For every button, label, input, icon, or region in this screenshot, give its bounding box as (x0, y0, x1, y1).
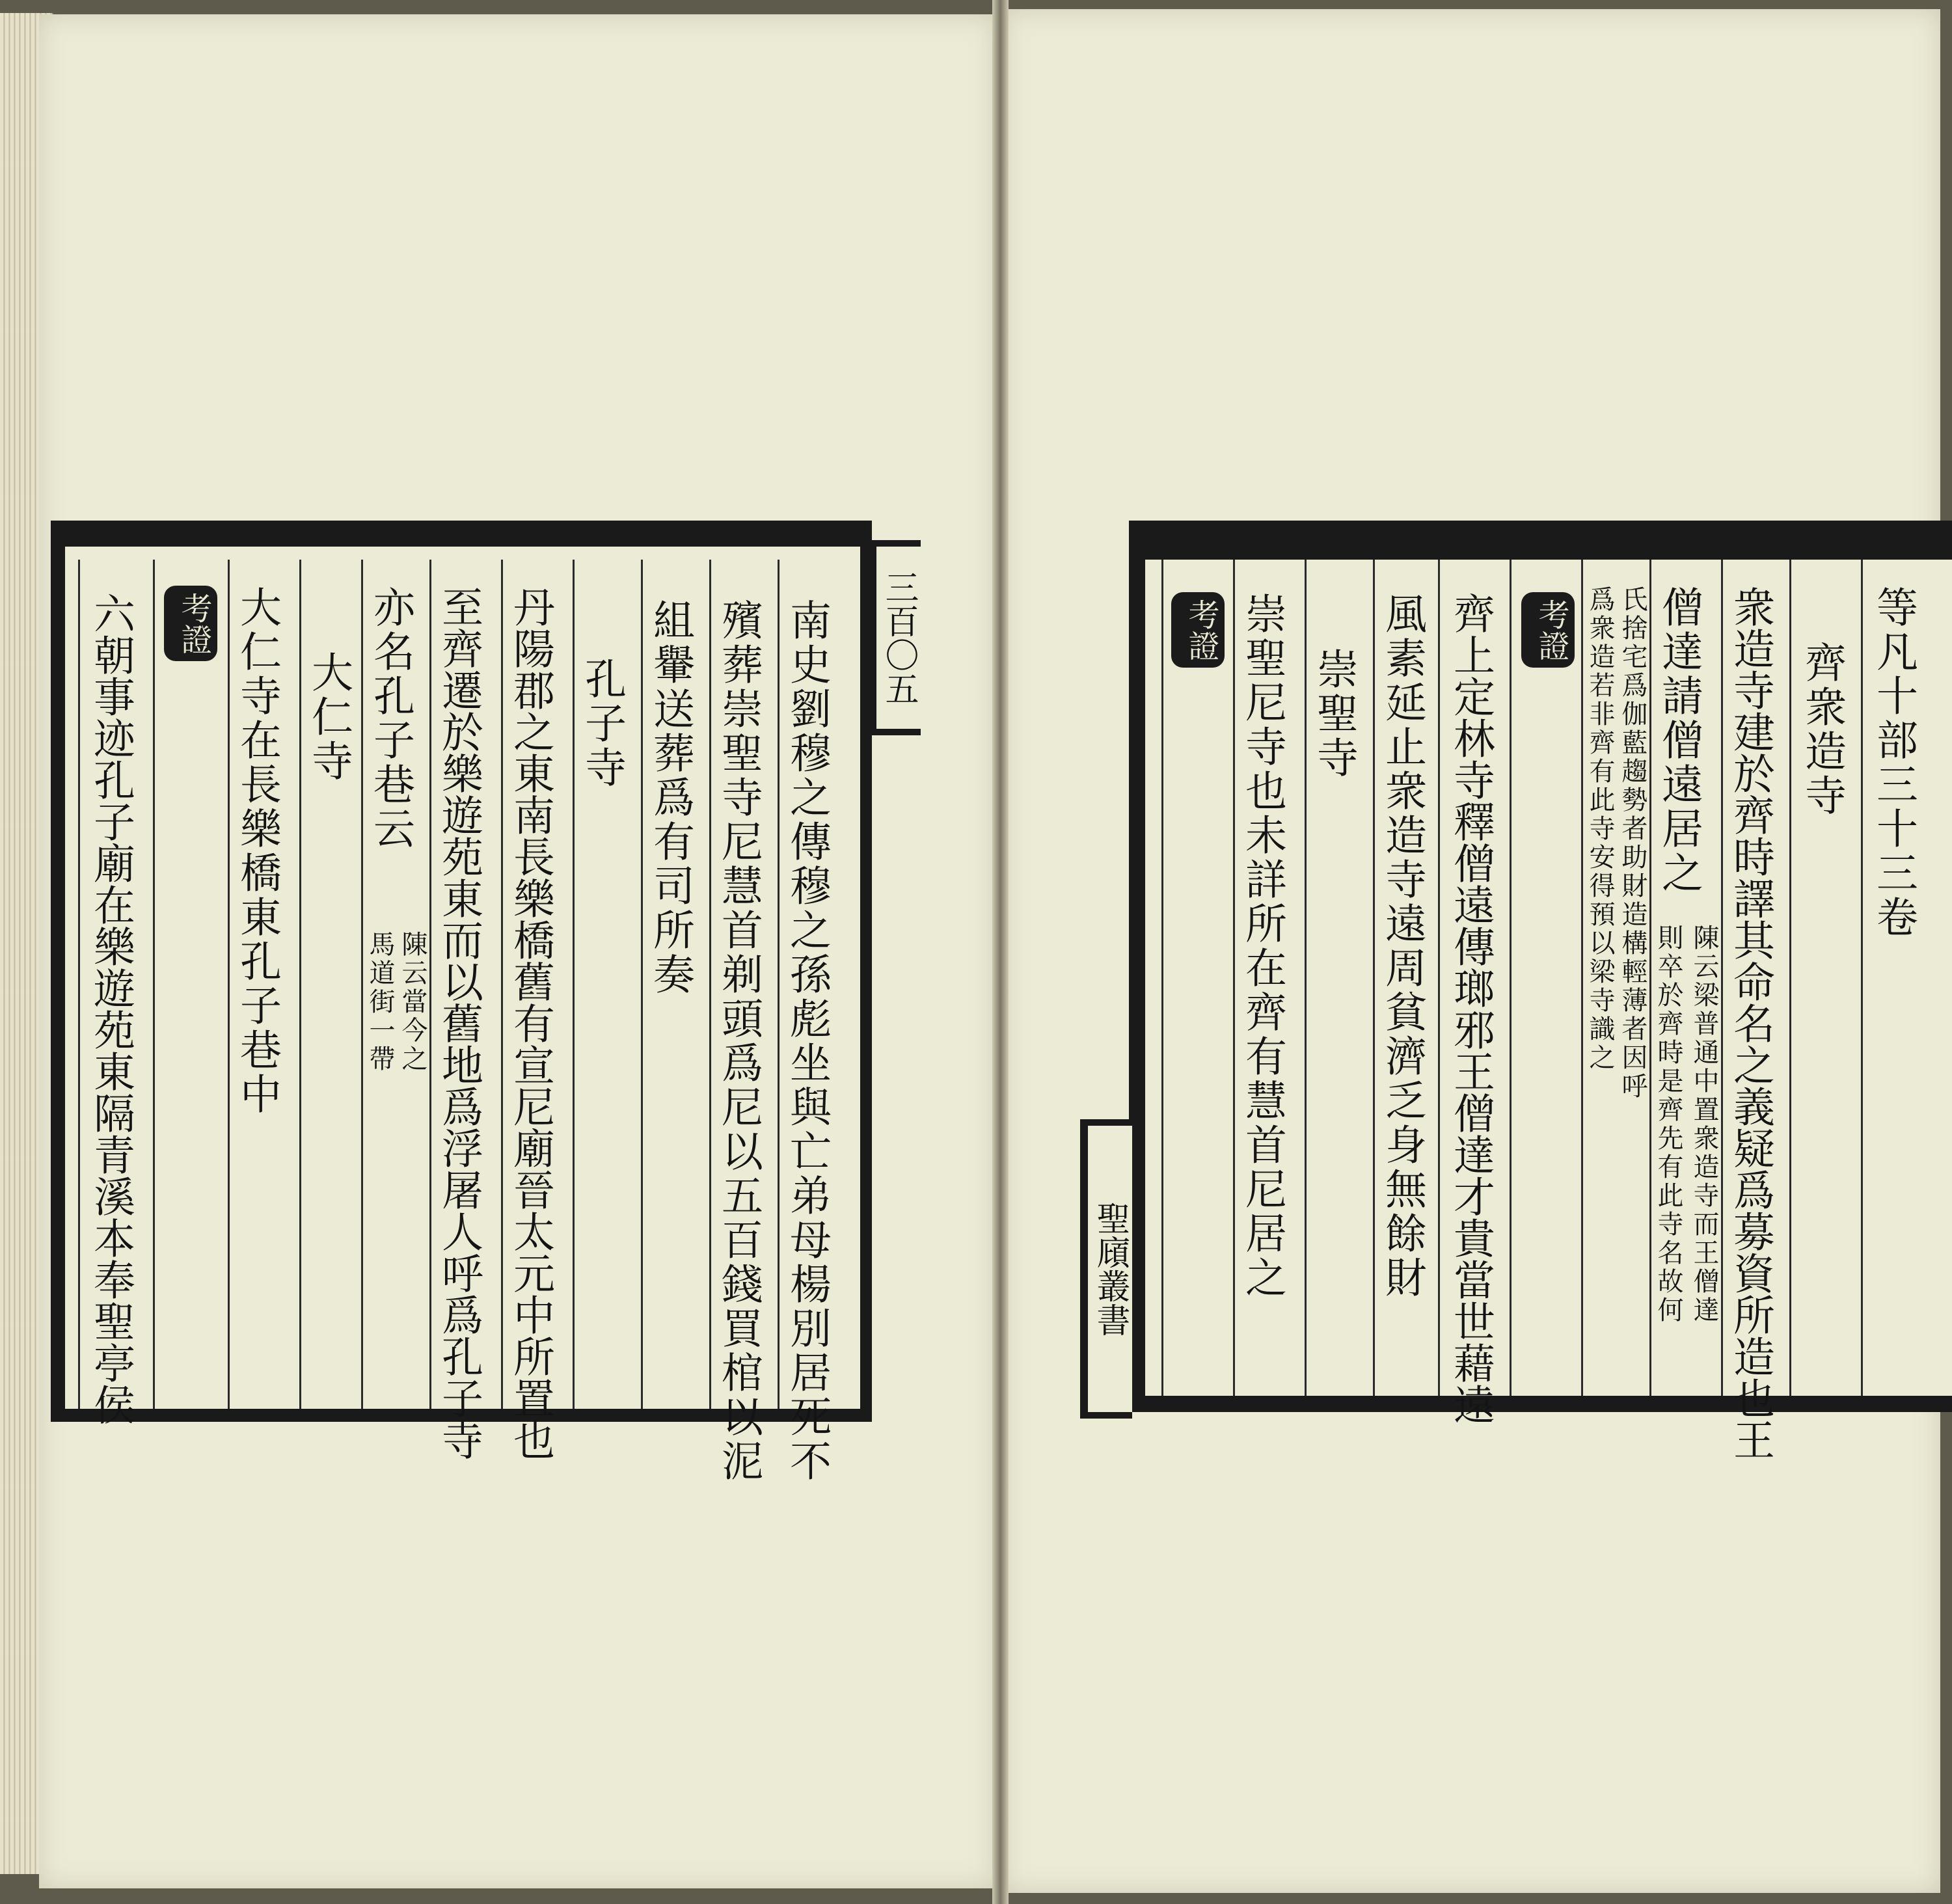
left-frame-topbar-gap (65, 547, 860, 560)
text-column: 組轝送葬爲有司所奏 (646, 599, 694, 997)
text-column: 亦名孔子巷云 (366, 586, 414, 851)
column-rule (1581, 560, 1583, 1396)
text-column: 風素延止衆造寺遠周貧濟乏身無餘財 (1378, 592, 1426, 1300)
text-column: 衆造寺建於齊時譯其命名之義疑爲募資所造也王 (1726, 586, 1774, 1460)
text-column: 丹陽郡之東南長樂橋舊有宣尼廟晉太元中所置也 (506, 586, 554, 1460)
column-rule (361, 560, 363, 1409)
text-column: 齊上定林寺釋僧遠傳瑯邪王僧達才貴當世藉遠 (1446, 592, 1495, 1425)
section-heading: 大仁寺 (305, 651, 353, 783)
kaozheng-badge: 考證 (1521, 592, 1575, 668)
column-rule (709, 560, 711, 1409)
column-rule (1373, 560, 1375, 1396)
annotation-column: 爲衆造若非齊有此寺安得預以梁寺識之 (1585, 586, 1615, 1072)
annotation-column: 陳云當今之 (398, 931, 427, 1074)
series-title-label: 聖廎叢書 (1088, 1126, 1132, 1412)
column-rule (78, 560, 80, 1409)
text-column: 崇聖尼寺也未詳所在齊有慧首尼居之 (1238, 592, 1286, 1300)
text-column: 大仁寺在長樂橋東孔子巷中 (233, 586, 281, 1117)
column-rule (573, 560, 575, 1409)
text-column: 等凡十部三十三卷 (1869, 586, 1918, 940)
annotation-column: 則卒於齊時是齊先有此寺名故何 (1653, 924, 1683, 1325)
column-rule (1438, 560, 1440, 1396)
annotation-column: 氏捨宅爲伽藍趨勢者助財造構輕薄者因呼 (1618, 586, 1647, 1101)
column-rule (1649, 560, 1651, 1396)
annotation-column: 陳云梁普通中置衆造寺而王僧達 (1689, 924, 1719, 1325)
column-rule (1233, 560, 1235, 1396)
column-rule (153, 560, 155, 1409)
series-title-tab (1080, 1119, 1132, 1419)
text-column: 至齊遷於樂遊苑東而以舊地爲浮屠人呼爲孔子寺 (435, 586, 483, 1460)
section-heading: 齊衆造寺 (1798, 641, 1846, 818)
column-rule (1721, 560, 1723, 1396)
annotation-column: 馬道街一帶 (365, 931, 395, 1074)
column-rule (1510, 560, 1511, 1396)
column-rule (778, 560, 779, 1409)
kaozheng-badge: 考證 (1171, 592, 1225, 668)
section-heading: 孔子寺 (578, 657, 626, 790)
section-heading: 崇聖寺 (1310, 647, 1358, 780)
kaozheng-badge: 考證 (164, 586, 217, 661)
column-rule (1861, 560, 1863, 1396)
text-column: 南史劉穆之傳穆之孫彪坐與亡弟母楊別居死不 (783, 599, 831, 1484)
column-rule (1161, 560, 1163, 1396)
column-rule (228, 560, 230, 1409)
column-rule (1305, 560, 1307, 1396)
column-rule (299, 560, 301, 1409)
column-rule (429, 560, 431, 1409)
book-gutter (992, 0, 1009, 1904)
column-rule (1789, 560, 1791, 1396)
text-column: 僧達請僧遠居之 (1655, 586, 1703, 895)
column-rule (641, 560, 643, 1409)
page-number-tab (869, 540, 921, 735)
text-column: 殯葬崇聖寺尼慧首剃頭爲尼以五百錢買棺以泥 (714, 599, 763, 1484)
text-column: 六朝事迹孔子廟在樂遊苑東隔青溪本奉聖亭侯 (87, 592, 135, 1425)
column-rule (501, 560, 503, 1409)
page-number-label: 三百〇五 (876, 547, 921, 729)
